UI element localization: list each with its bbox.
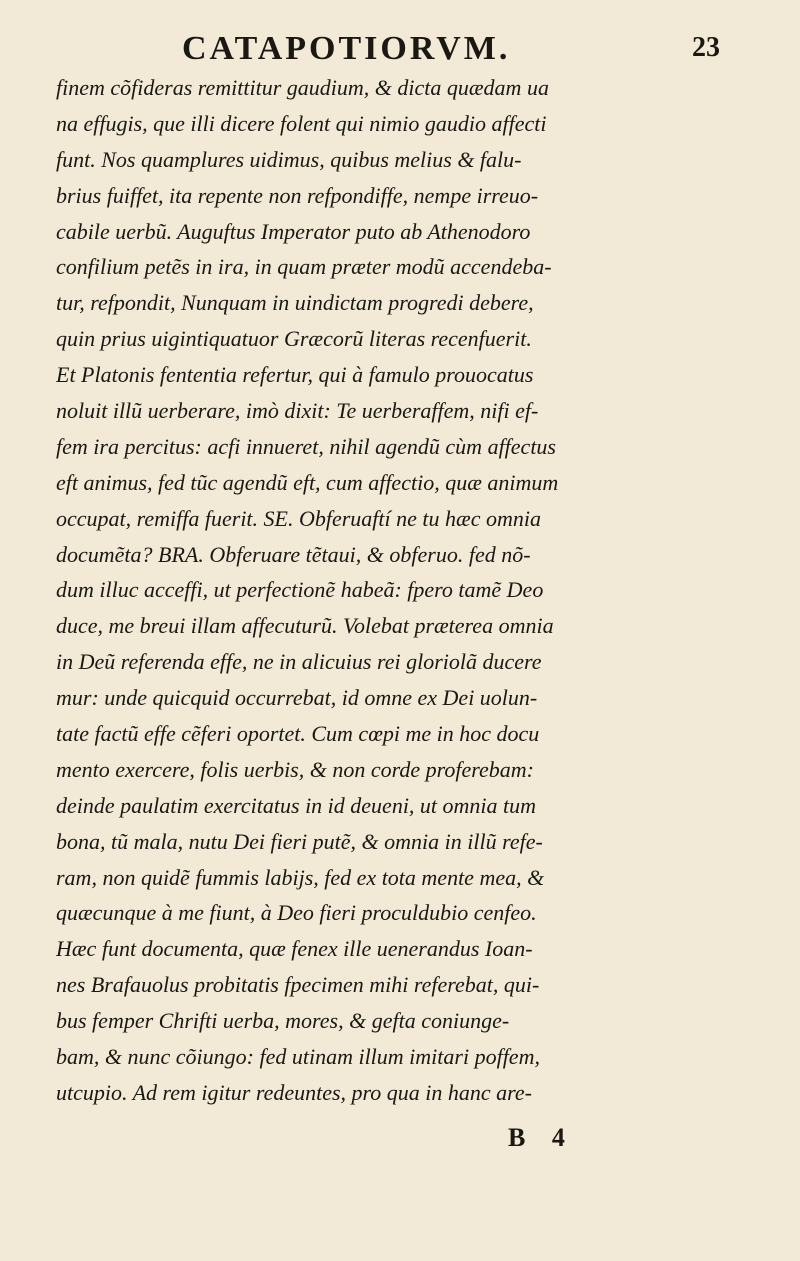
text-line: duce, me breui illam affecuturũ. Volebat præterea omnia [56, 613, 554, 639]
text-line: Et Platonis fententia refertur, qui à famulo prouocatus [56, 362, 534, 388]
text-line: dum illuc acceffi, ut perfectionẽ habeã: fpero tamẽ Deo [56, 577, 544, 603]
page-number: 23 [692, 32, 720, 63]
body-text [56, 70, 746, 1111]
text-line: occupat, remiffa fuerit. SE. Obferuaftí ne tu hæc omnia [56, 505, 541, 531]
text-line: utcupio. Ad rem igitur redeuntes, pro qua in hanc are- [56, 1079, 532, 1105]
text-line: in Deũ referenda effe, ne in alicuius rei gloriolã ducere [56, 649, 542, 675]
text-line: nes Brafauolus probitatis fpecimen mihi referebat, qui- [56, 972, 540, 998]
text-line: ram, non quidẽ fummis labijs, fed ex tota mente mea, & [56, 864, 545, 890]
page-header [0, 20, 800, 68]
text-line: finem cõfideras remittitur gaudium, & dicta quædam ua [56, 75, 549, 100]
text-line: noluit illũ uerberare, imò dixit: Te uerberaffem, nifi ef- [56, 398, 539, 424]
text-line: bus femper Chrifti uerba, mores, & gefta coniunge- [56, 1008, 510, 1034]
text-line: mur: unde quicquid occurrebat, id omne ex Dei uolun- [56, 685, 538, 711]
text-line: confilium petẽs in ira, in quam præter modũ accendeba- [56, 254, 552, 280]
text-line: Hæc funt documenta, quæ fenex ille uenerandus Ioan- [56, 936, 533, 962]
text-line: mento exercere, folis uerbis, & non corde proferebam: [56, 756, 534, 782]
text-line: documẽta? BRA. Obferuare tẽtaui, & obferuo. fed nõ- [56, 541, 531, 567]
text-line: fem ira percitus: acfi innueret, nihil agendũ cùm affectus [56, 433, 556, 459]
running-title: CATAPOTIORVM. [182, 30, 511, 67]
text-line: quæcunque à me fiunt, à Deo fieri proculdubio cenfeo. [56, 900, 537, 926]
signature-mark: B 4 [508, 1123, 575, 1152]
text-line: eft animus, fed tũc agendũ eft, cum affectio, quæ animum [56, 469, 559, 495]
text-line: funt. Nos quamplures uidimus, quibus melius & falu- [56, 146, 522, 172]
text-line: tur, refpondit, Nunquam in uindictam progredi debere, [56, 290, 534, 316]
text-line: bam, & nunc cõiungo: fed utinam illum imitari poffem, [56, 1044, 540, 1070]
text-line: tate factũ effe cẽferi oportet. Cum cœpi me in hoc docu [56, 721, 540, 747]
text-line: quin prius uigintiquatuor Græcorũ literas recenfuerit. [56, 326, 532, 352]
text-line: cabile uerbũ. Auguftus Imperator puto ab Athenodoro [56, 218, 531, 244]
text-line: bona, tũ mala, nutu Dei fieri putẽ, & omnia in illũ refe- [56, 828, 543, 854]
text-line: deinde paulatim exercitatus in id deueni, ut omnia tum [56, 792, 537, 818]
text-line: brius fuiffet, ita repente non refpondiffe, nempe irreuo- [56, 182, 539, 208]
text-line: na effugis, que illi dicere folent qui nimio gaudio affecti [56, 110, 547, 136]
